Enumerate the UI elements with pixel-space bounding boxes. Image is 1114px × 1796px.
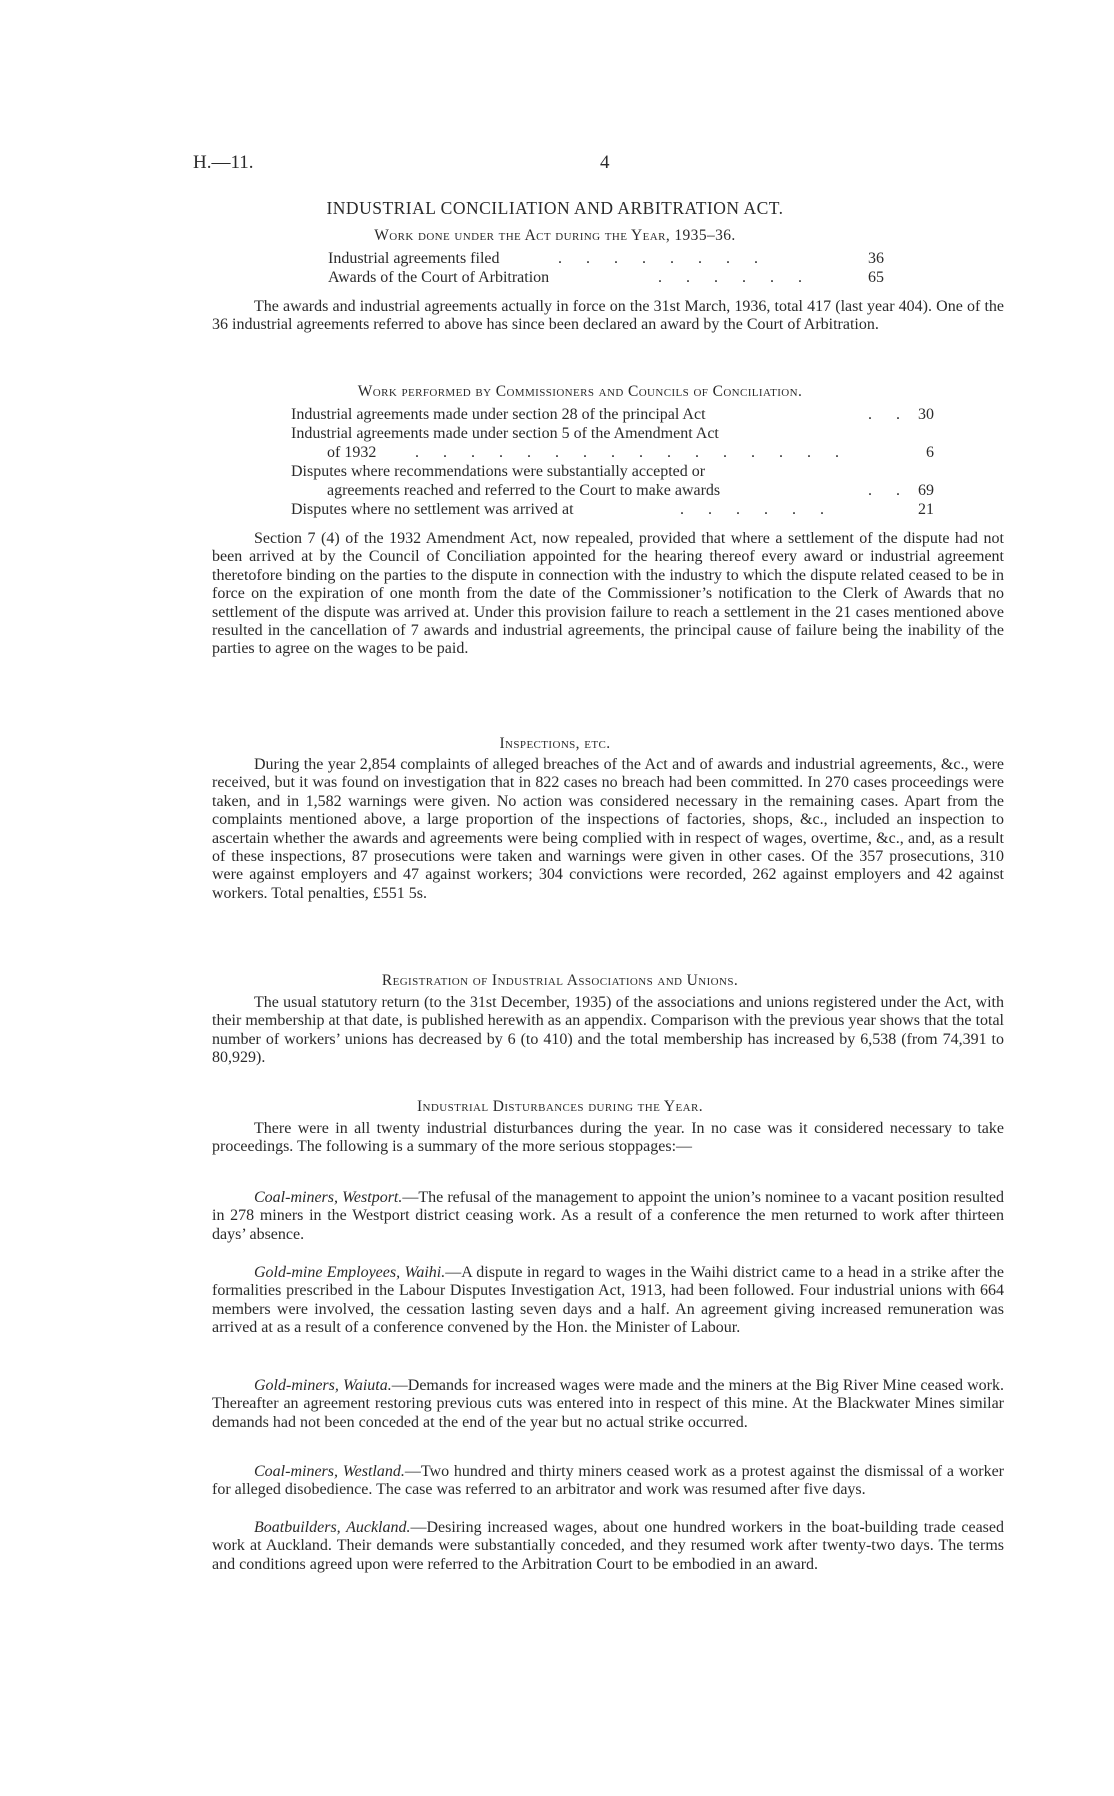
inspections-paragraph: During the year 2,854 complaints of alleged breaches of the Act and of awards and industrial agreements, &c., were received, but it was found on investigation that in 822 cases no breach had been committed. In 270 cases proceedings were taken, and in 1,582 warnings were given. No action was considered necessary in the remaining cases. Apart from the complaints mentioned above, a large proportion of the inspections of factories, shops, &c., included an inspection to ascertain whether the awards and agreements were being complied with in respect of wages, overtime, &c., and, as a result of these inspections, 87 prosecutions were taken and warnings were given in other cases. Of the 357 prosecutions, 310 were against employers and 47 against workers; 304 convictions were recorded, 262 against employers and 42 against workers. Total penalties, £551 5s.	[212, 756, 1004, 902]
disturbance-title: Boatbuilders, Auckland.	[254, 1519, 411, 1536]
disturbance-text: —Demands for increased wages were made and the miners at the Big River Mine ceased work. Thereafter an agreement restoring previous cuts was entered into in respect of this mine. At the Blackwater Mines similar demands had not been conceded at the end of the year but no actual strike occurred.	[212, 1377, 1005, 1431]
disturbance-item	[212, 1264, 1004, 1338]
awards-paragraph: The awards and industrial agreements actually in force on the 31st March, 1936, total 417 (last year 404). One of the 36 industrial agreements referred to above has since been declared an award by the Court of Arbitration.	[212, 298, 1004, 334]
work-performed-label: Industrial agreements made under section 5 of the Amendment Act	[291, 425, 719, 442]
registration-paragraph: The usual statutory return (to the 31st December, 1935) of the associations and unions registered under the Act, with their membership at that date, is published herewith as an appendix. Comparison with the previous year shows that the total number of workers’ unions has decreased by 6 (to 410) and the total membership has increased by 6,538 (from 74,391 to 80,929).	[212, 994, 1004, 1067]
work-done-heading: Work done under the Act during the Year, 1935–36.	[374, 227, 736, 244]
work-performed-value: 6	[926, 444, 934, 461]
work-performed-label: Industrial agreements made under section 28 of the principal Act	[291, 406, 706, 423]
disturbance-text: —Desiring increased wages, about one hundred workers in the boat-building trade ceased work at Auckland. Their demands were substantially conceded, and they resumed work after twenty-two days. The terms and conditions agreed upon were referred to the Arbitration Court to be embodied in an award.	[212, 1519, 1005, 1573]
disturbance-item	[212, 1377, 1004, 1432]
work-performed-label-cont: of 1932	[327, 444, 377, 461]
disturbances-intro: There were in all twenty industrial disturbances during the year. In no case was it considered necessary to take proceedings. The following is a summary of the more serious stoppages:—	[212, 1120, 1004, 1156]
disturbance-item	[212, 1463, 1004, 1500]
work-performed-value: 30	[918, 406, 934, 423]
registration-heading: Registration of Industrial Associations and Unions.	[381, 972, 739, 989]
document-title: INDUSTRIAL CONCILIATION AND ARBITRATION ACT.	[326, 198, 784, 218]
work-performed-value: 21	[918, 501, 934, 518]
disturbance-item	[212, 1519, 1004, 1574]
disturbance-title: Coal-miners, Westland.	[254, 1463, 405, 1480]
disturbance-text: —A dispute in regard to wages in the Waihi district came to a head in a strike after the formalities prescribed in the Labour Disputes Investigation Act, 1913, had been followed. Four industrial unions with 664 members were involved, the cessation lasting seven days and a half. An agreement giving increased remuneration was arrived at as a result of a conference convened by the Hon. the Minister of Labour.	[212, 1264, 1004, 1337]
disturbance-item	[212, 1189, 1004, 1244]
work-performed-label-cont: agreements reached and referred to the Court to make awards	[327, 482, 721, 499]
dot-leader: . . . . . . . . . . . . . . . .	[415, 444, 849, 461]
dot-leader: . .	[868, 482, 910, 499]
dot-leader: . . . . . .	[658, 269, 812, 286]
disturbance-text: —Two hundred and thirty miners ceased work as a protest against the dismissal of a worker for alleged disobedience. The case was referred to an arbitrator and work was resumed after five days.	[212, 1463, 1005, 1499]
report-code: H.—11.	[193, 152, 254, 173]
work-performed-label: Disputes where recommendations were substantially accepted or	[291, 463, 706, 480]
work-performed-value: 69	[918, 482, 934, 499]
work-done-value: 65	[868, 269, 884, 286]
disturbances-heading: Industrial Disturbances during the Year.	[416, 1098, 704, 1115]
work-done-label: Industrial agreements filed	[328, 250, 500, 267]
page-number: 4	[600, 152, 610, 173]
disturbance-text: —The refusal of the management to appoint the union’s nominee to a vacant position resulted in 278 miners in the Westport district ceasing work. As a result of a conference the men returned to work after thirteen days’ absence.	[212, 1189, 1004, 1243]
dot-leader: . .	[868, 406, 910, 423]
dot-leader: . . . . . .	[680, 501, 834, 518]
section-7-paragraph: Section 7 (4) of the 1932 Amendment Act, now repealed, provided that where a settlement of the dispute had not been arrived at by the Council of Conciliation appointed for the hearing thereof every award or industrial agreement theretofore binding on the parties to the dispute in connection with the industry to which the dispute related ceased to be in force on the expiration of one month from the date of the Commissioner’s notification to the Clerk of Awards that no settlement of the dispute was arrived at. Under this provision failure to reach a settlement in the 21 cases mentioned above resulted in the cancellation of 7 awards and industrial agreements, the principal cause of failure being the inability of the parties to agree on the wages to be paid.	[212, 530, 1004, 658]
inspections-heading: Inspections, etc.	[499, 735, 611, 752]
disturbance-title: Gold-mine Employees, Waihi.	[254, 1264, 446, 1281]
work-performed-label: Disputes where no settlement was arrived at	[291, 501, 574, 518]
disturbance-title: Gold-miners, Waiuta.	[254, 1377, 392, 1394]
dot-leader: . . . . . . . .	[558, 250, 768, 267]
work-done-value: 36	[868, 250, 884, 267]
disturbance-title: Coal-miners, Westport.	[254, 1189, 403, 1206]
work-done-label: Awards of the Court of Arbitration	[328, 269, 550, 286]
work-performed-heading: Work performed by Commissioners and Councils of Conciliation.	[357, 383, 803, 400]
